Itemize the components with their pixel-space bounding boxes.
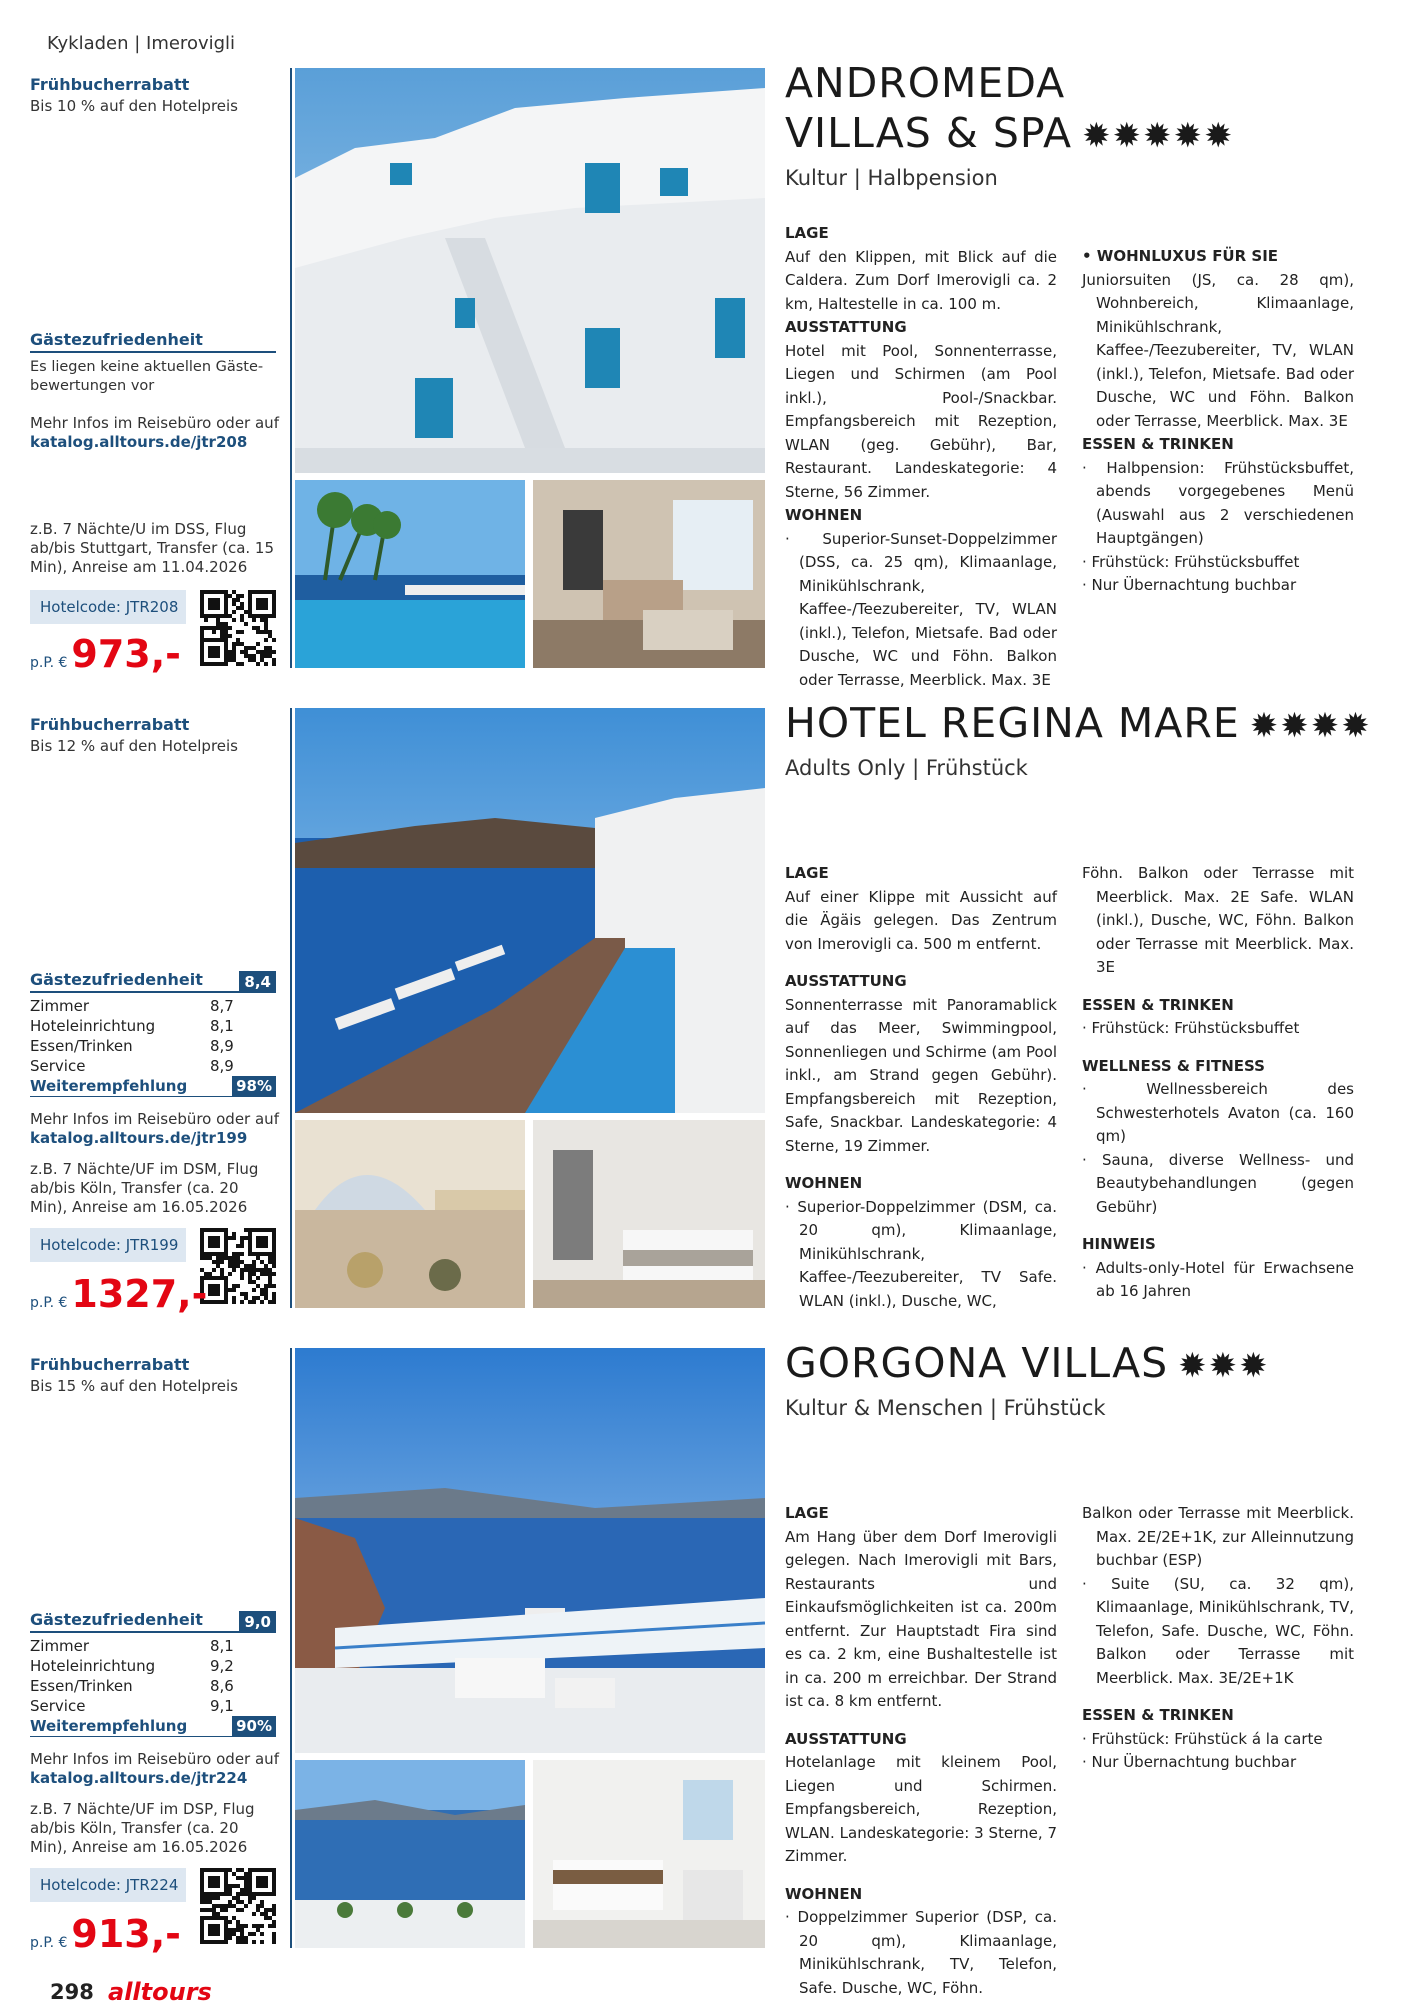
rating-row: [30, 1056, 234, 1076]
section-text: · Adults-only-Hotel für Erwachsene ab 16 Jahren: [1082, 1258, 1354, 1300]
section-text: Föhn. Balkon oder Terrasse mit Meerblick. Max. 2E Safe. WLAN (inkl.), Dusche, WC, Föhn. Balkon oder Terrasse mit Meerblick. Max. 3E: [1082, 864, 1354, 976]
early-booking-text: Bis 15 % auf den Hotelpreis: [30, 1377, 238, 1395]
satisfaction-title: Gästezufriedenheit: [30, 330, 276, 353]
rating-value: 8,9: [210, 1057, 234, 1075]
hotel-photo-main: [295, 1348, 765, 1753]
qr-code-icon[interactable]: [200, 1228, 276, 1304]
rating-row: [30, 1656, 234, 1676]
hotel-title: [785, 1338, 1270, 1391]
section-text: · Halbpension: Frühstücksbuffet, abends vorgegebenes Menü (Auswahl aus 2 verschiedenen Hauptgängen): [1082, 458, 1354, 547]
desc-col-2: [1082, 1502, 1354, 1775]
info-text: Mehr Infos im Reisebüro oder auf: [30, 1750, 279, 1768]
info-link[interactable]: katalog.alltours.de/jtr224: [30, 1769, 248, 1787]
price-prefix: p.P. €: [30, 1295, 68, 1311]
early-booking-title: Frühbucherrabatt: [30, 75, 190, 94]
price-prefix: p.P. €: [30, 1935, 68, 1951]
section-heading: • WOHNLUXUS FÜR SIE: [1082, 247, 1279, 265]
section-heading: HINWEIS: [1082, 1235, 1156, 1253]
info-link[interactable]: katalog.alltours.de/jtr208: [30, 433, 248, 451]
section-text: · Nur Übernachtung buchbar: [1082, 1753, 1297, 1771]
hotel-photo-main: [295, 708, 765, 1113]
price-value: 913,-: [71, 1912, 181, 1956]
hotel-title-line1: HOTEL REGINA MARE: [785, 699, 1240, 747]
recommend-value: 98%: [232, 1076, 276, 1096]
rating-row: [30, 1696, 234, 1716]
section-text: · Superior-Sunset-Doppelzimmer (DSS, ca. 25 qm), Klimaanlage, Minikühlschrank, Kaffee-/Teezubereiter, TV, WLAN (inkl.), Telefon, Mietsafe. Bad oder Dusche, WC und Föhn. Balkon oder Terrasse, Meerblick. Max. 3E: [785, 529, 1057, 689]
desc-col-1: [785, 862, 1057, 1313]
rating-row: [30, 996, 234, 1016]
rating-value: 9,2: [210, 1657, 234, 1675]
section-heading: WOHNEN: [785, 1884, 863, 1903]
section-heading: ESSEN & TRINKEN: [1082, 995, 1234, 1014]
hotel-title-line1: ANDROMEDA: [785, 59, 1066, 107]
hotel-photo-lounge: [295, 1120, 525, 1308]
section-text: Balkon oder Terrasse mit Meerblick. Max. 2E/2E+1K, zur Alleinnutzung buchbar (ESP): [1082, 1504, 1354, 1569]
section-text: · Suite (SU, ca. 32 qm), Klimaanlage, Minikühlschrank, TV, Telefon, Safe. Dusche, WC, Föhn. Balkon oder Terrasse mit Meerblick. Max. 3E/2E+1K: [1082, 1574, 1354, 1687]
section-text: [1082, 1219, 1354, 1233]
rating-value: 8,1: [210, 1017, 234, 1035]
section-heading: LAGE: [785, 224, 829, 242]
section-text: · Nur Übernachtung buchbar: [1082, 576, 1297, 594]
hotelcode: Hotelcode: JTR224: [30, 1868, 186, 1902]
satisfaction-score: 8,4: [239, 971, 276, 993]
section-text: [785, 956, 1057, 970]
hotel-subtitle: Kultur | Halbpension: [785, 166, 998, 190]
section-text: Auf einer Klippe mit Aussicht auf die Ägäis gelegen. Das Zentrum von Imerovigli ca. 500 m entfernt.: [785, 887, 1057, 953]
divider: [290, 1348, 292, 1948]
price: [30, 1912, 181, 1956]
section-text: Hotel mit Pool, Sonnenterrasse, Liegen und Schirmen (am Pool inkl.), Pool-/Snackbar. Empfangsbereich mit Rezeption, WLAN (geg. Gebühr), Bar, Restaurant. Landeskategorie: 4 Sterne, 56 Zimmer.: [785, 341, 1057, 501]
price-value: 973,-: [71, 632, 181, 676]
example-offer: z.B. 7 Nächte/UF im DSM, Flug ab/bis Köln, Transfer (ca. 20 Min), Anreise am 16.05.2026: [30, 1160, 259, 1216]
rating-value: 8,7: [210, 997, 234, 1015]
section-heading: AUSSTATTUNG: [785, 972, 907, 990]
recommendation: [30, 1076, 276, 1097]
hotel-title-line2: VILLAS & SPA: [785, 109, 1073, 157]
price-value: 1327,-: [71, 1272, 208, 1316]
satisfaction-title-text: Gästezufriedenheit: [30, 1610, 203, 1629]
section-heading: ESSEN & TRINKEN: [1082, 435, 1234, 453]
hotel-title: [785, 58, 1235, 161]
rating-label: Zimmer: [30, 1637, 90, 1655]
hotel-subtitle: Kultur & Menschen | Frühstück: [785, 1396, 1106, 1420]
section-text: [1082, 1690, 1354, 1704]
rating-row: [30, 1636, 234, 1656]
rating-label: Service: [30, 1057, 86, 1075]
section-text: · Frühstück: Frühstücksbuffet: [1082, 1019, 1300, 1037]
qr-code-icon[interactable]: [200, 1868, 276, 1944]
info-text: Mehr Infos im Reisebüro oder auf: [30, 1110, 279, 1128]
section-text: [785, 1869, 1057, 1883]
early-booking-text: Bis 10 % auf den Hotelpreis: [30, 97, 238, 115]
section-text: [1082, 1041, 1354, 1055]
rating-label: Essen/Trinken: [30, 1677, 133, 1695]
region-label: Kykladen | Imerovigli: [47, 33, 236, 54]
divider: [290, 708, 292, 1308]
desc-col-1: [785, 1502, 1057, 2000]
rating-label: Hoteleinrichtung: [30, 1657, 156, 1675]
section-text: · Sauna, diverse Wellness- und Beautybehandlungen (gegen Gebühr): [1082, 1150, 1354, 1216]
section-text: [785, 1158, 1057, 1172]
hotel-photo-pool: [295, 480, 525, 668]
rating-row: [30, 1036, 234, 1056]
rating-label: Essen/Trinken: [30, 1037, 133, 1055]
section-text: Am Hang über dem Dorf Imerovigli gelegen. Nach Imerovigli mit Bars, Restaurants und Einkaufsmöglichkeiten ist ca. 200m entfernt. Zur Hauptstadt Fira sind es ca. 2 km, eine Bushaltestelle ist in ca. 200 m erreichbar. Der Strand ist ca. 8 km entfernt.: [785, 1527, 1057, 1710]
section-heading: ESSEN & TRINKEN: [1082, 1706, 1234, 1724]
recommendation: [30, 1716, 276, 1737]
info-block: [30, 1750, 280, 1788]
section-text: · Frühstück: Frühstücksbuffet: [1082, 552, 1300, 571]
qr-code-icon[interactable]: [200, 590, 276, 666]
hotel-photo-room: [533, 1120, 765, 1308]
example-offer: z.B. 7 Nächte/U im DSS, Flug ab/bis Stuttgart, Transfer (ca. 15 Min), Anreise am 11.04.2026: [30, 520, 275, 576]
early-booking: [30, 75, 238, 115]
brand-logo: alltours: [108, 1978, 212, 2006]
section-heading: LAGE: [785, 1504, 829, 1522]
satisfaction-title: [30, 1610, 276, 1633]
section-text: Auf den Klippen, mit Blick auf die Caldera. Zum Dorf Imerovigli ca. 2 km, Haltestelle in ca. 100 m.: [785, 247, 1057, 313]
info-text: Mehr Infos im Reisebüro oder auf: [30, 414, 279, 432]
price: [30, 1272, 207, 1316]
hotel-photo-room: [533, 480, 765, 668]
rating-label: Service: [30, 1697, 86, 1715]
section-text: [1082, 980, 1354, 994]
section-heading: WOHNEN: [785, 506, 863, 524]
rating-row: [30, 1676, 234, 1696]
star-rating-icon: ✹✹✹✹: [1249, 706, 1372, 746]
early-booking-title: Frühbucherrabatt: [30, 1355, 190, 1374]
early-booking: [30, 1355, 238, 1395]
recommend-value: 90%: [232, 1716, 276, 1736]
section-text: Juniorsuiten (JS, ca. 28 qm), Wohnbereich, Klimaanlage, Minikühlschrank, Kaffee-/Teezubereiter, TV, WLAN (inkl.), Telefon, Mietsafe. Bad oder Dusche, WC und Föhn. Balkon oder Terrasse, Meerblick. Max. 3E: [1082, 270, 1354, 430]
section-text: Hotelanlage mit kleinem Pool, Liegen und Schirmen. Empfangsbereich, Rezeption, WLAN. Landeskategorie: 3 Sterne, 7 Zimmer.: [785, 1753, 1057, 1865]
section-heading: WELLNESS & FITNESS: [1082, 1056, 1265, 1075]
section-heading: LAGE: [785, 864, 829, 882]
desc-col-1: [785, 222, 1057, 692]
section-text: [785, 1714, 1057, 1728]
recommend-label: Weiterempfehlung: [30, 1077, 188, 1095]
hotel-photo-view: [295, 1760, 525, 1948]
early-booking-text: Bis 12 % auf den Hotelpreis: [30, 737, 238, 755]
section-text: · Doppelzimmer Superior (DSP, ca. 20 qm), Klimaanlage, Minikühlschrank, TV, Telefon, Safe. Dusche, WC, Föhn.: [785, 1908, 1057, 1997]
example-offer: z.B. 7 Nächte/UF im DSP, Flug ab/bis Köln, Transfer (ca. 20 Min), Anreise am 16.05.2026: [30, 1800, 255, 1856]
info-block: [30, 414, 280, 452]
satisfaction-score: 9,0: [239, 1611, 276, 1633]
hotel-subtitle: Adults Only | Frühstück: [785, 756, 1028, 780]
section-text: · Wellnessbereich des Schwesterhotels Avaton (ca. 160 qm): [1082, 1080, 1354, 1145]
early-booking: [30, 715, 238, 755]
satisfaction-title: [30, 970, 276, 993]
info-block: [30, 1110, 280, 1148]
hotel-title: [785, 698, 1372, 751]
hotelcode: Hotelcode: JTR199: [30, 1228, 186, 1262]
section-heading: AUSSTATTUNG: [785, 318, 907, 336]
rating-value: 9,1: [210, 1697, 234, 1715]
recommend-label: Weiterempfehlung: [30, 1717, 188, 1735]
section-text: Sonnenterrasse mit Panoramablick auf das Meer, Swimmingpool, Sonnenliegen und Schirme (am Pool inkl., am Strand gegen Gebühr). Empfangsbereich mit Rezeption, Safe, Snackbar. Landeskategorie: 4 Sterne, 19 Zimmer.: [785, 995, 1057, 1155]
early-booking-title: Frühbucherrabatt: [30, 715, 190, 734]
rating-row: [30, 1016, 234, 1036]
star-rating-icon: ✹✹✹: [1178, 1346, 1270, 1386]
rating-value: 8,6: [210, 1677, 234, 1695]
price: [30, 632, 181, 676]
satisfaction-title-text: Gästezufriedenheit: [30, 970, 203, 989]
satisfaction-text: Es liegen keine aktuellen Gäste-bewertungen vor: [30, 359, 264, 394]
hotel-title-line1: GORGONA VILLAS: [785, 1339, 1169, 1387]
rating-label: Hoteleinrichtung: [30, 1017, 156, 1035]
divider: [290, 68, 292, 668]
desc-col-2: [1082, 862, 1354, 1304]
desc-col-2: [1082, 245, 1354, 598]
price-prefix: p.P. €: [30, 655, 68, 671]
hotel-photo-room: [533, 1760, 765, 1948]
hotelcode: Hotelcode: JTR208: [30, 590, 186, 624]
rating-value: 8,9: [210, 1037, 234, 1055]
section-heading: AUSSTATTUNG: [785, 1729, 907, 1748]
section-text: · Superior-Doppelzimmer (DSM, ca. 20 qm), Klimaanlage, Minikühlschrank, Kaffee-/Teezubereiter, TV Safe. WLAN (inkl.), Dusche, WC,: [785, 1197, 1057, 1310]
section-text: · Frühstück: Frühstück á la carte: [1082, 1729, 1323, 1748]
rating-label: Zimmer: [30, 997, 90, 1015]
page-number: 298: [50, 1980, 94, 2004]
hotel-photo-main: [295, 68, 765, 473]
info-link[interactable]: katalog.alltours.de/jtr199: [30, 1129, 248, 1147]
section-heading: WOHNEN: [785, 1174, 863, 1192]
rating-value: 8,1: [210, 1637, 234, 1655]
star-rating-icon: ✹✹✹✹✹: [1082, 116, 1235, 156]
